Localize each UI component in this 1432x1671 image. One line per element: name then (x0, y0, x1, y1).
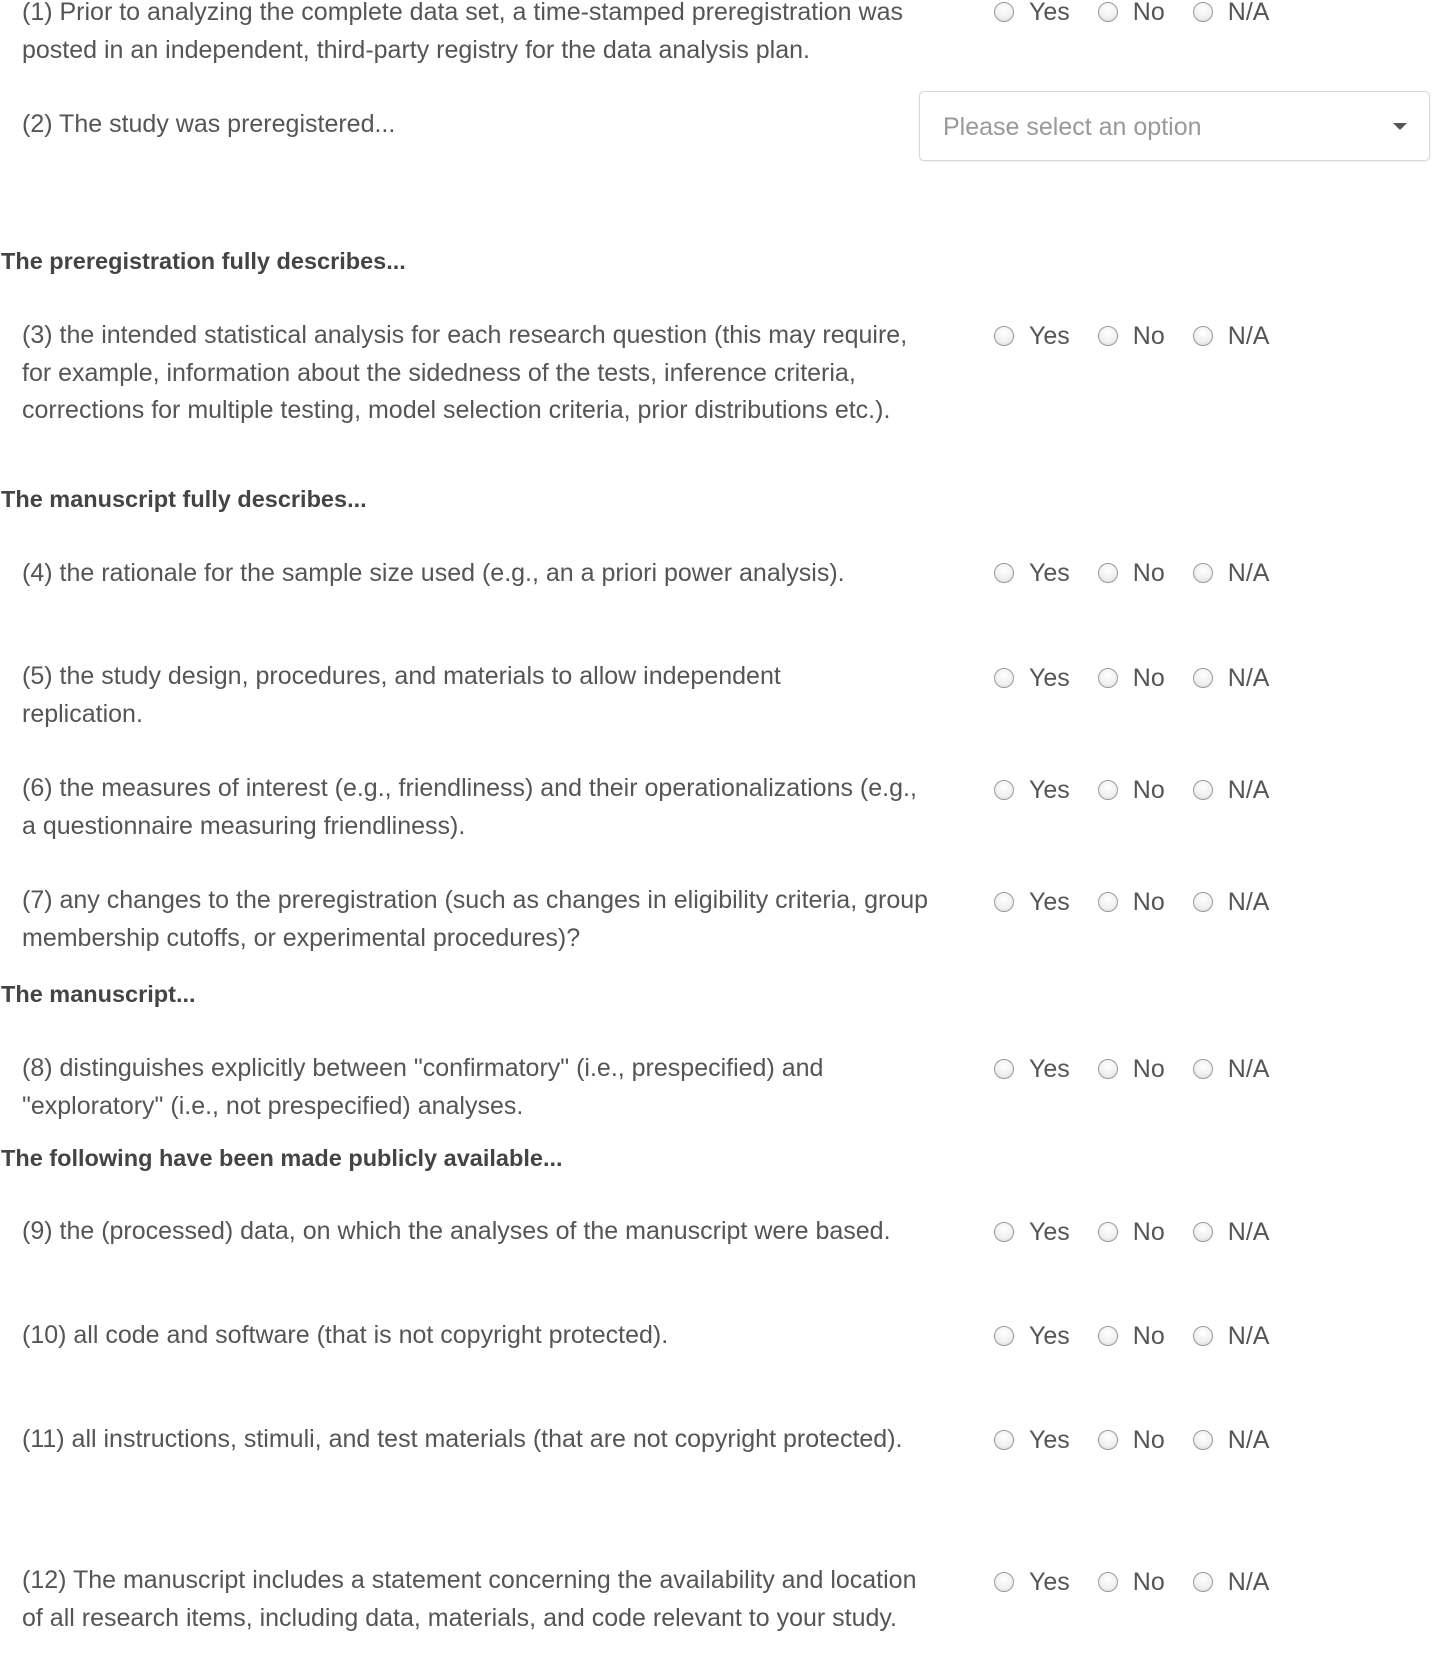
radio-button[interactable] (1098, 668, 1118, 688)
radio-group (994, 1567, 1297, 1597)
option-label: Yes (1029, 1567, 1070, 1596)
radio-option-no[interactable] (1098, 1568, 1165, 1597)
question-text: (2) The study was preregistered... (22, 110, 396, 138)
radio-option-na[interactable] (1193, 1426, 1270, 1455)
radio-option-no[interactable] (1098, 1322, 1165, 1351)
radio-group (994, 1054, 1297, 1084)
radio-group (994, 1217, 1297, 1247)
option-label: No (1132, 1217, 1165, 1246)
radio-option-na[interactable] (1193, 1055, 1270, 1084)
radio-button[interactable] (1193, 1572, 1213, 1592)
option-label: N/A (1227, 321, 1270, 350)
option-label: Yes (1029, 887, 1070, 916)
option-label: N/A (1227, 887, 1270, 916)
radio-option-no[interactable] (1098, 776, 1165, 805)
radio-group (994, 1321, 1297, 1351)
question-text: (3) the intended statistical analysis for each research question (this may require, for example, information about the sidedness of the tests, inference criteria, corrections for multiple testing, model selection criteria, prior distributions etc.). (22, 321, 908, 424)
radio-group (994, 0, 1297, 27)
option-label: Yes (1029, 1425, 1070, 1454)
option-label: Yes (1029, 1054, 1070, 1083)
section-header-manuscript-describes: The manuscript fully describes... (1, 486, 367, 512)
radio-option-yes[interactable] (994, 776, 1070, 805)
radio-option-yes[interactable] (994, 1322, 1070, 1351)
radio-button[interactable] (994, 326, 1014, 346)
section-header-public: The following have been made publicly available... (1, 1145, 563, 1171)
radio-button[interactable] (1098, 2, 1118, 22)
radio-option-yes[interactable] (994, 322, 1070, 351)
option-label: N/A (1227, 1321, 1270, 1350)
radio-option-yes[interactable] (994, 888, 1070, 917)
radio-option-no[interactable] (1098, 559, 1165, 588)
option-label: Yes (1029, 775, 1070, 804)
radio-option-no[interactable] (1098, 322, 1165, 351)
option-label: N/A (1227, 1425, 1270, 1454)
radio-button[interactable] (1193, 2, 1213, 22)
radio-button[interactable] (994, 2, 1014, 22)
question-text: (1) Prior to analyzing the complete data set, a time-stamped preregistration was posted in an independent, third-party registry for the data analysis plan. (22, 0, 903, 64)
option-label: No (1132, 321, 1165, 350)
radio-option-yes[interactable] (994, 1218, 1070, 1247)
radio-option-na[interactable] (1193, 1322, 1270, 1351)
radio-group (994, 1425, 1297, 1455)
radio-button[interactable] (1193, 1059, 1213, 1079)
radio-button[interactable] (1098, 1572, 1118, 1592)
option-label: No (1132, 0, 1165, 26)
radio-option-no[interactable] (1098, 664, 1165, 693)
option-label: N/A (1227, 558, 1270, 587)
radio-option-na[interactable] (1193, 664, 1270, 693)
radio-button[interactable] (994, 1326, 1014, 1346)
radio-group (994, 558, 1297, 588)
radio-button[interactable] (1193, 1430, 1213, 1450)
radio-button[interactable] (1098, 1059, 1118, 1079)
radio-group (994, 775, 1297, 805)
radio-button[interactable] (994, 563, 1014, 583)
option-label: No (1132, 887, 1165, 916)
option-label: No (1132, 1321, 1165, 1350)
option-label: N/A (1227, 1054, 1270, 1083)
question-text: (6) the measures of interest (e.g., friendliness) and their operationalizations (e.g., a questionnaire measuring friendliness). (22, 774, 917, 840)
option-label: No (1132, 1567, 1165, 1596)
radio-option-no[interactable] (1098, 0, 1165, 27)
option-label: No (1132, 663, 1165, 692)
question-text: (9) the (processed) data, on which the analyses of the manuscript were based. (22, 1217, 891, 1245)
radio-button[interactable] (1098, 892, 1118, 912)
radio-button[interactable] (1098, 1326, 1118, 1346)
radio-button[interactable] (1098, 563, 1118, 583)
question-text: (11) all instructions, stimuli, and test materials (that are not copyright protected). (22, 1425, 903, 1453)
question-text: (10) all code and software (that is not copyright protected). (22, 1321, 669, 1349)
option-label: N/A (1227, 1567, 1270, 1596)
preregistration-select[interactable] (919, 91, 1430, 161)
radio-option-no[interactable] (1098, 1055, 1165, 1084)
radio-button[interactable] (1193, 326, 1213, 346)
radio-button[interactable] (994, 1059, 1014, 1079)
radio-button[interactable] (1193, 563, 1213, 583)
radio-option-na[interactable] (1193, 0, 1270, 27)
radio-option-na[interactable] (1193, 776, 1270, 805)
radio-button[interactable] (994, 1222, 1014, 1242)
option-label: N/A (1227, 775, 1270, 804)
radio-option-no[interactable] (1098, 1426, 1165, 1455)
radio-button[interactable] (1193, 1222, 1213, 1242)
option-label: Yes (1029, 663, 1070, 692)
radio-option-yes[interactable] (994, 1426, 1070, 1455)
radio-option-no[interactable] (1098, 888, 1165, 917)
radio-button[interactable] (994, 780, 1014, 800)
question-text: (8) distinguishes explicitly between "confirmatory" (i.e., prespecified) and "exploratory" (i.e., not prespecified) analyses. (22, 1054, 824, 1120)
option-label: Yes (1029, 0, 1070, 26)
radio-option-na[interactable] (1193, 559, 1270, 588)
question-text: (5) the study design, procedures, and materials to allow independent replication. (22, 662, 781, 728)
radio-option-yes[interactable] (994, 1568, 1070, 1597)
radio-button[interactable] (1193, 780, 1213, 800)
option-label: No (1132, 1054, 1165, 1083)
radio-button[interactable] (1098, 1222, 1118, 1242)
option-label: N/A (1227, 1217, 1270, 1246)
option-label: N/A (1227, 663, 1270, 692)
radio-option-na[interactable] (1193, 1218, 1270, 1247)
radio-option-yes[interactable] (994, 1055, 1070, 1084)
radio-option-yes[interactable] (994, 664, 1070, 693)
radio-option-yes[interactable] (994, 0, 1070, 27)
section-header-manuscript: The manuscript... (1, 981, 196, 1007)
radio-option-yes[interactable] (994, 559, 1070, 588)
radio-button[interactable] (1098, 326, 1118, 346)
radio-button[interactable] (994, 892, 1014, 912)
radio-button[interactable] (1193, 892, 1213, 912)
option-label: N/A (1227, 0, 1270, 26)
section-header-preregistration: The preregistration fully describes... (1, 248, 406, 274)
radio-group (994, 887, 1297, 917)
question-text: (4) the rationale for the sample size used (e.g., an a priori power analysis). (22, 559, 845, 587)
option-label: No (1132, 775, 1165, 804)
option-label: Yes (1029, 321, 1070, 350)
option-label: No (1132, 1425, 1165, 1454)
select-placeholder: Please select an option (943, 113, 1202, 141)
radio-option-na[interactable] (1193, 1568, 1270, 1597)
chevron-down-icon (1393, 123, 1407, 130)
option-label: Yes (1029, 1321, 1070, 1350)
radio-option-na[interactable] (1193, 322, 1270, 351)
radio-option-no[interactable] (1098, 1218, 1165, 1247)
radio-option-na[interactable] (1193, 888, 1270, 917)
radio-button[interactable] (994, 1572, 1014, 1592)
radio-group (994, 663, 1297, 693)
radio-button[interactable] (1098, 780, 1118, 800)
radio-button[interactable] (994, 668, 1014, 688)
question-text: (7) any changes to the preregistration (such as changes in eligibility criteria, group membership cutoffs, or experimental procedures)? (22, 886, 929, 952)
radio-button[interactable] (1193, 1326, 1213, 1346)
radio-button[interactable] (1098, 1430, 1118, 1450)
radio-group (994, 321, 1297, 351)
radio-button[interactable] (994, 1430, 1014, 1450)
option-label: Yes (1029, 558, 1070, 587)
option-label: No (1132, 558, 1165, 587)
question-text: (12) The manuscript includes a statement concerning the availability and location of all research items, including data, materials, and code relevant to your study. (22, 1566, 917, 1632)
radio-button[interactable] (1193, 668, 1213, 688)
option-label: Yes (1029, 1217, 1070, 1246)
